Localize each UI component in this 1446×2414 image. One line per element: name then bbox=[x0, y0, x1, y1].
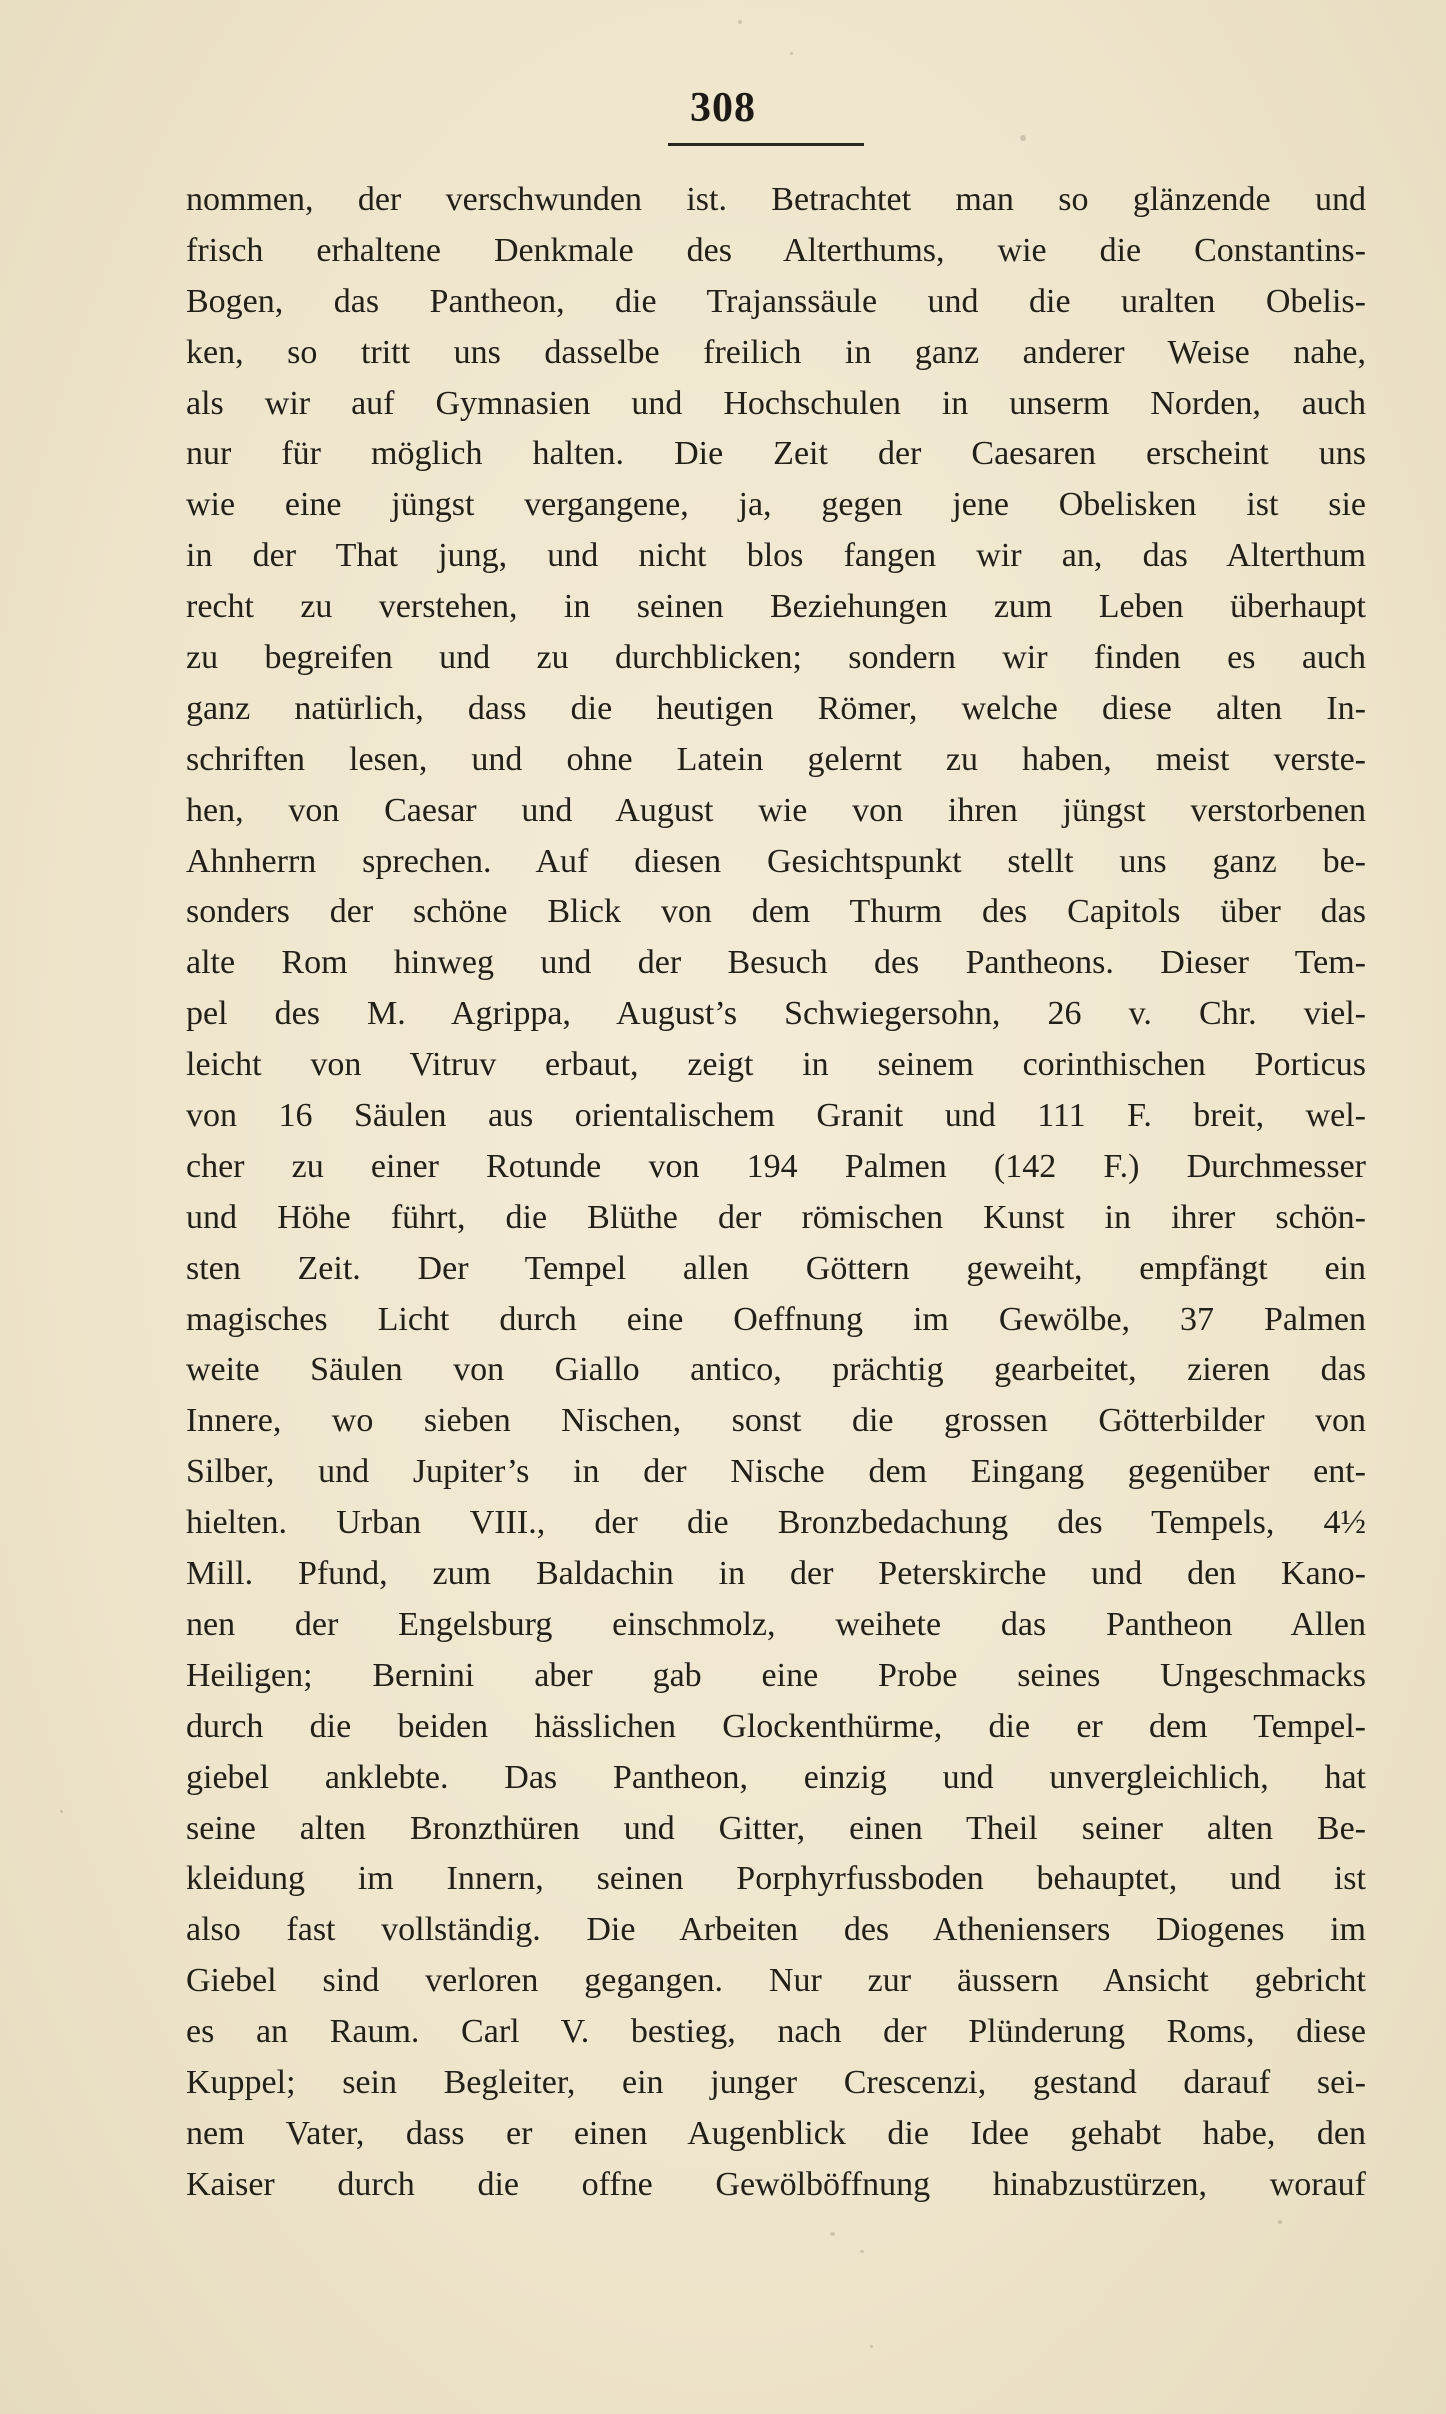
text-line: sonders der schöne Blick von dem Thurm des Capitols über das bbox=[186, 893, 1366, 931]
text-line: also fast vollständig. Die Arbeiten des Atheniensers Diogenes im bbox=[186, 1911, 1366, 1949]
text-line: weite Säulen von Giallo antico, prächtig gearbeitet, zieren das bbox=[186, 1351, 1366, 1389]
text-line: Bogen, das Pantheon, die Trajanssäule und die uralten Obelis- bbox=[186, 282, 1366, 320]
page-number: 308 bbox=[690, 85, 756, 131]
paper-speck bbox=[870, 2345, 873, 2348]
text-line: magisches Licht durch eine Oeffnung im Gewölbe, 37 Palmen bbox=[186, 1300, 1366, 1338]
text-line: als wir auf Gymnasien und Hochschulen in unserm Norden, auch bbox=[186, 384, 1366, 422]
text-line: ken, so tritt uns dasselbe freilich in ganz anderer Weise nahe, bbox=[186, 333, 1366, 371]
text-line: in der That jung, und nicht blos fangen wir an, das Alterthum bbox=[186, 537, 1366, 575]
text-line: Kaiser durch die offne Gewölböffnung hinabzustürzen, worauf bbox=[186, 2165, 1366, 2203]
text-line: recht zu verstehen, in seinen Beziehungen zum Leben überhaupt bbox=[186, 588, 1366, 626]
text-line: sten Zeit. Der Tempel allen Göttern geweiht, empfängt ein bbox=[186, 1249, 1366, 1287]
text-line: Innere, wo sieben Nischen, sonst die grossen Götterbilder von bbox=[186, 1402, 1366, 1440]
text-line: nur für möglich halten. Die Zeit der Caesaren erscheint uns bbox=[186, 435, 1366, 473]
paper-speck bbox=[1020, 135, 1026, 141]
text-line: und Höhe führt, die Blüthe der römischen Kunst in ihrer schön- bbox=[186, 1198, 1366, 1236]
text-line: Silber, und Jupiter’s in der Nische dem Eingang gegenüber ent- bbox=[186, 1453, 1366, 1491]
text-line: Kuppel; sein Begleiter, ein junger Crescenzi, gestand darauf sei- bbox=[186, 2063, 1366, 2101]
paper-speck bbox=[1278, 2220, 1282, 2224]
header-rule bbox=[668, 143, 864, 146]
text-line: Heiligen; Bernini aber gab eine Probe seines Ungeschmacks bbox=[186, 1656, 1366, 1694]
text-line: hielten. Urban VIII., der die Bronzbedachung des Tempels, 4½ bbox=[186, 1504, 1366, 1542]
text-line: pel des M. Agrippa, August’s Schwiegersohn, 26 v. Chr. viel- bbox=[186, 995, 1366, 1033]
text-line: frisch erhaltene Denkmale des Alterthums, wie die Constantins- bbox=[186, 231, 1366, 269]
text-line: nen der Engelsburg einschmolz, weihete das Pantheon Allen bbox=[186, 1605, 1366, 1643]
text-line: Ahnherrn sprechen. Auf diesen Gesichtspunkt stellt uns ganz be- bbox=[186, 842, 1366, 880]
paper-speck bbox=[738, 20, 742, 24]
text-line: es an Raum. Carl V. bestieg, nach der Plünderung Roms, diese bbox=[186, 2013, 1366, 2051]
paper-speck bbox=[60, 1810, 63, 1813]
text-line: Mill. Pfund, zum Baldachin in der Peterskirche und den Kano- bbox=[186, 1555, 1366, 1593]
text-line: schriften lesen, und ohne Latein gelernt zu haben, meist verste- bbox=[186, 740, 1366, 778]
text-line: leicht von Vitruv erbaut, zeigt in seinem corinthischen Porticus bbox=[186, 1046, 1366, 1084]
text-line: hen, von Caesar und August wie von ihren jüngst verstorbenen bbox=[186, 791, 1366, 829]
text-line: ganz natürlich, dass die heutigen Römer, welche diese alten In- bbox=[186, 689, 1366, 727]
text-line: cher zu einer Rotunde von 194 Palmen (142 F.) Durchmesser bbox=[186, 1147, 1366, 1185]
text-line: von 16 Säulen aus orientalischem Granit und 111 F. breit, wel- bbox=[186, 1097, 1366, 1135]
text-line: kleidung im Innern, seinen Porphyrfussboden behauptet, und ist bbox=[186, 1860, 1366, 1898]
text-line: giebel anklebte. Das Pantheon, einzig und unvergleichlich, hat bbox=[186, 1758, 1366, 1796]
text-line: wie eine jüngst vergangene, ja, gegen jene Obelisken ist sie bbox=[186, 486, 1366, 524]
text-line: Giebel sind verloren gegangen. Nur zur äussern Ansicht gebricht bbox=[186, 1962, 1366, 2000]
text-line: alte Rom hinweg und der Besuch des Pantheons. Dieser Tem- bbox=[186, 944, 1366, 982]
paper-speck bbox=[860, 2250, 864, 2253]
text-line: seine alten Bronzthüren und Gitter, einen Theil seiner alten Be- bbox=[186, 1809, 1366, 1847]
paper-speck bbox=[790, 52, 793, 55]
text-line: nem Vater, dass er einen Augenblick die Idee gehabt habe, den bbox=[186, 2114, 1366, 2152]
text-line: zu begreifen und zu durchblicken; sondern wir finden es auch bbox=[186, 639, 1366, 677]
body-text bbox=[186, 175, 1366, 2211]
paper-speck bbox=[830, 2232, 835, 2236]
text-line: durch die beiden hässlichen Glockenthürme, die er dem Tempel- bbox=[186, 1707, 1366, 1745]
text-line: nommen, der verschwunden ist. Betrachtet man so glänzende und bbox=[186, 181, 1366, 218]
